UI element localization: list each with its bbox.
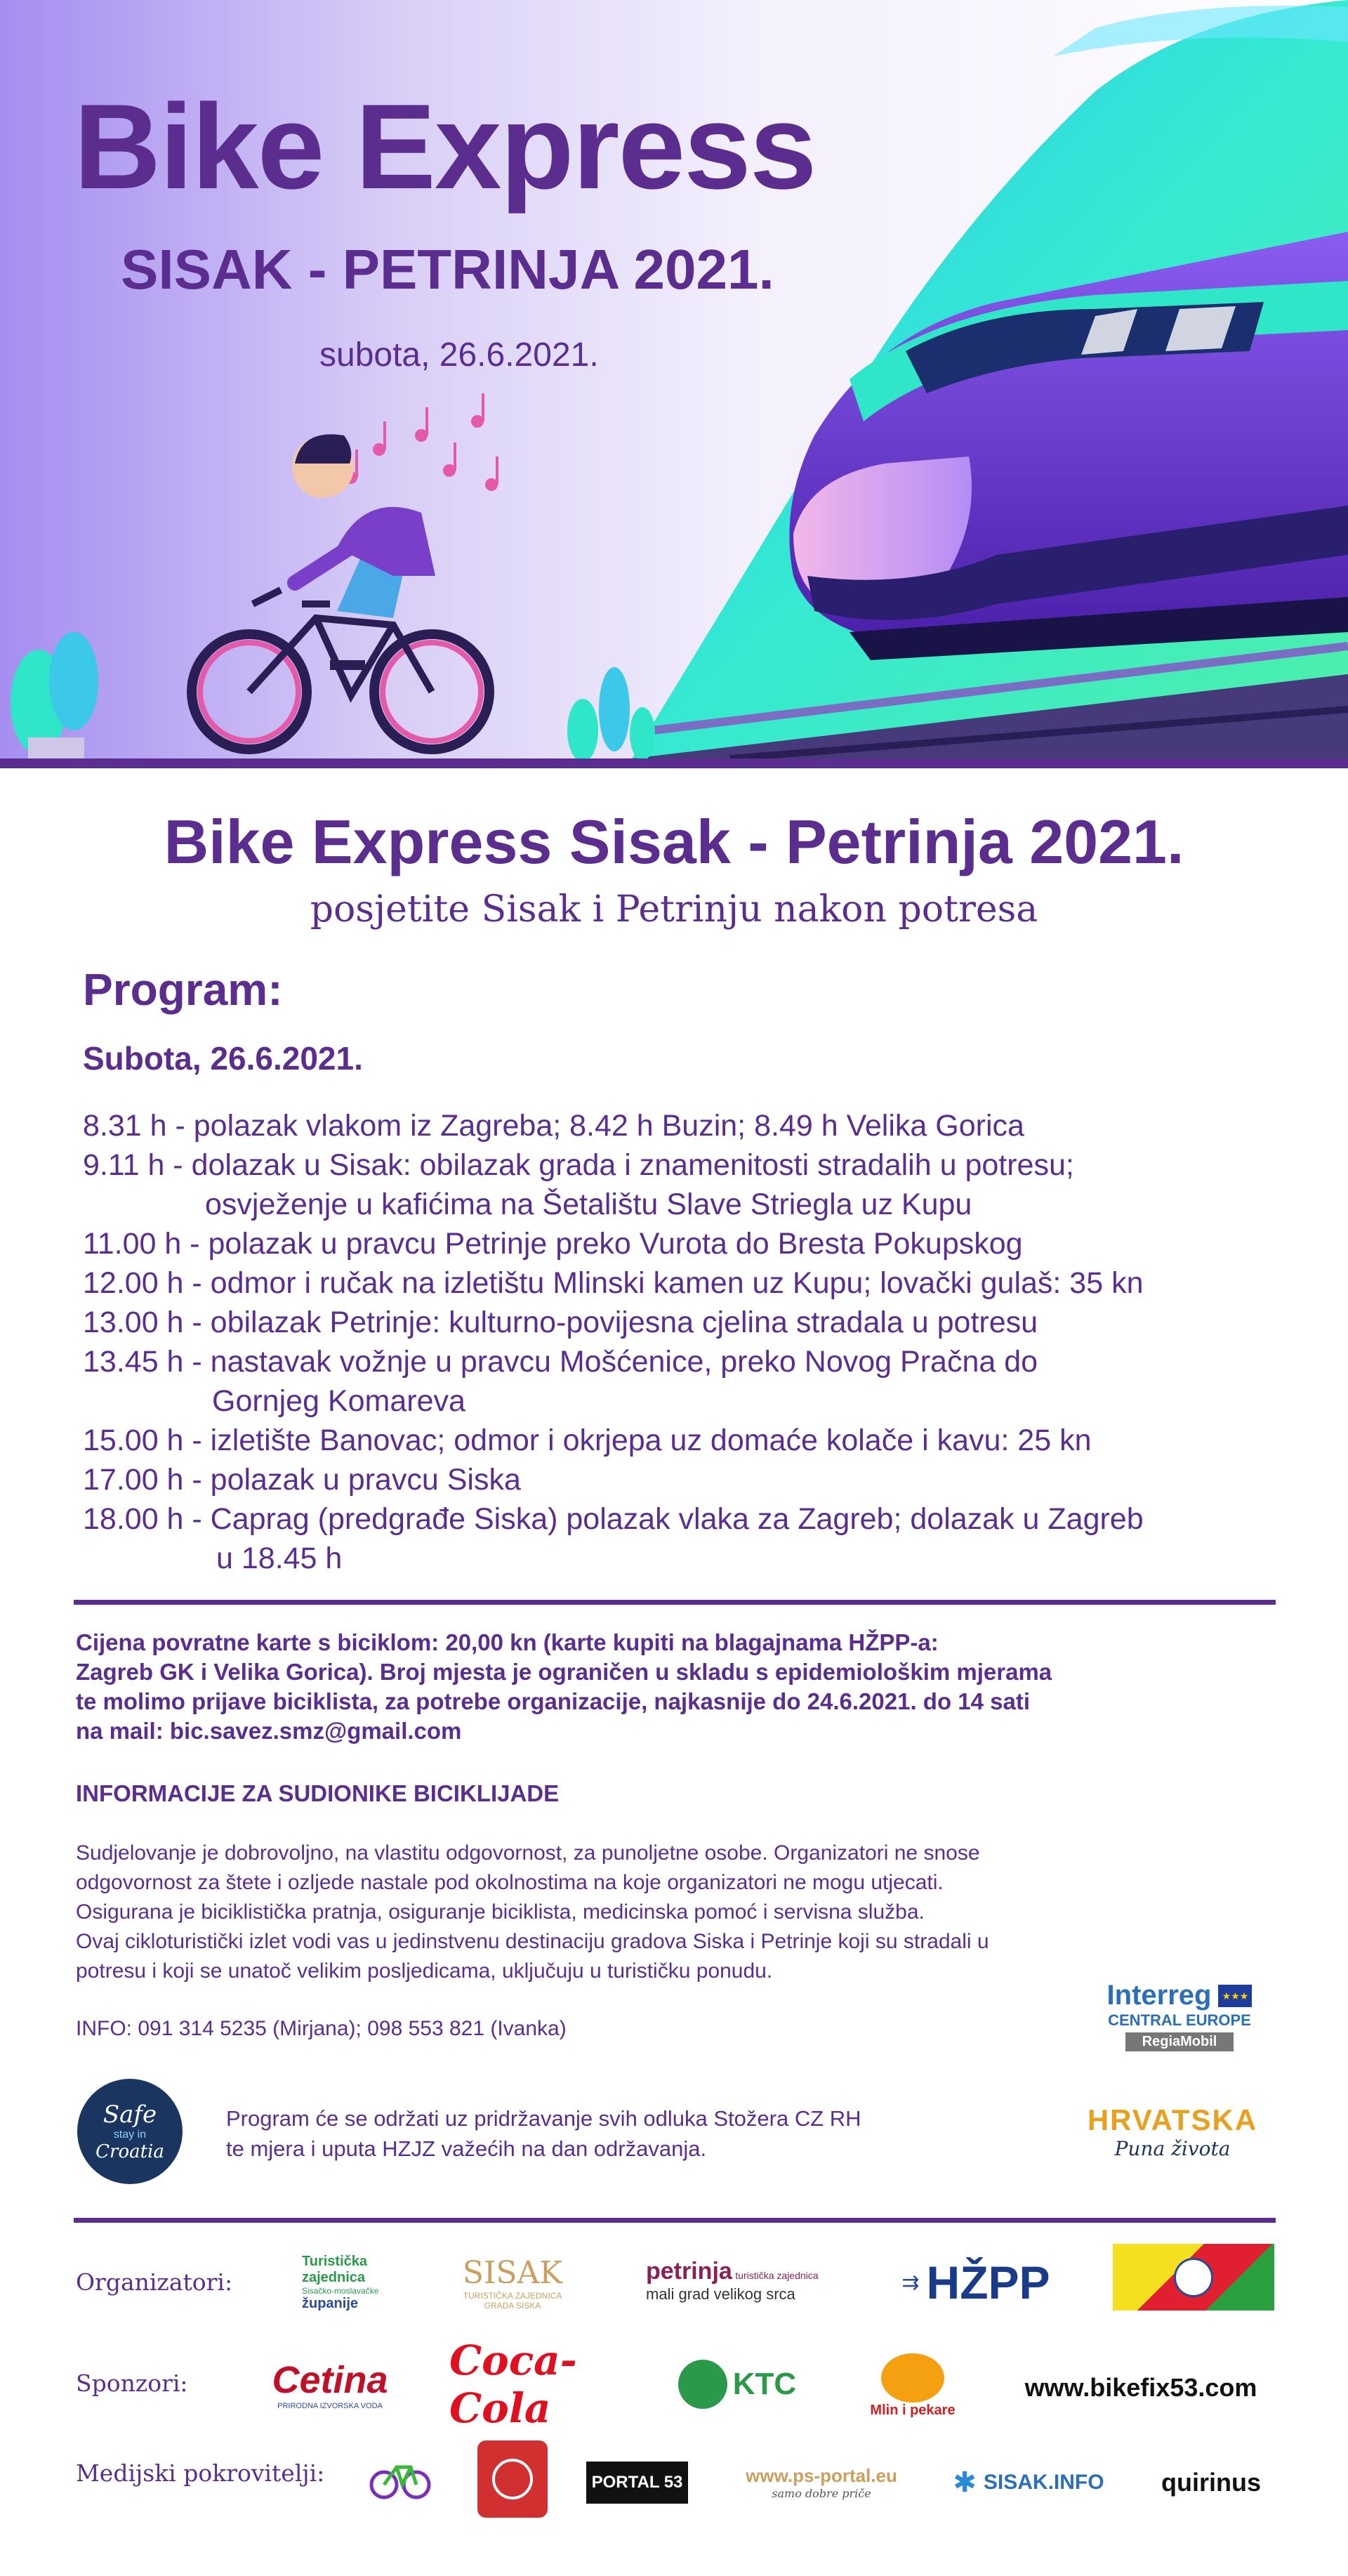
plant-right-icon (567, 667, 655, 758)
hzpp-symbol-icon: ⇉ (901, 2271, 920, 2294)
info-line: Sudjelovanje je dobrovoljno, na vlastitu odgovornost, za punoljetne osobe. Organizatori ne snose (76, 1841, 980, 1865)
tz-sisak-logo: SISAK TURISTIČKA ZAJEDNICA GRADA SISKA (462, 2254, 563, 2311)
schedule-item-continuation: u 18.45 h (216, 1542, 343, 1575)
schedule-item: 13.45 h - nastavak vožnje u pravcu Mošćenice, preko Novog Pračna do (83, 1345, 1038, 1379)
price-line: na mail: bic.savez.smz@gmail.com (76, 1718, 462, 1744)
event-tagline: posjetite Sisak i Petrinju nakon potresa (310, 888, 1038, 931)
plant-left-icon (11, 632, 98, 758)
radio-symbol-icon (492, 2459, 533, 2499)
tz-smz-logo: Turistička zajednica Sisačko-moslavačke županije (302, 2253, 379, 2311)
schedule-item: 18.00 h - Caprag (predgrađe Siska) polazak vlaka za Zagreb; dolazak u Zagreb (83, 1502, 1144, 1536)
runner-icon: ✱ (953, 2467, 977, 2498)
tz-petrinja-logo: petrinja turistička zajednica mali grad velikog srca (646, 2258, 819, 2303)
hero-divider (0, 758, 1348, 768)
schedule-item: 8.31 h - polazak vlakom iz Zagreba; 8.42 h Buzin; 8.49 h Velika Gorica (83, 1109, 1024, 1143)
schedule-item: 17.00 h - polazak u pravcu Siska (83, 1463, 521, 1497)
info-line: potresu i koji se unatoč velikim posljedicama, uključuju u turističku ponudu. (76, 1959, 773, 1983)
portal53-logo: PORTAL 53 (586, 2462, 688, 2504)
radio-logo (477, 2440, 548, 2518)
train-illustration (789, 232, 1348, 660)
hero-banner (0, 0, 1348, 758)
hero-subtitle: SISAK - PETRINJA 2021. (121, 238, 774, 301)
hero-date: subota, 26.6.2021. (319, 336, 599, 374)
hero-title: Bike Express (74, 79, 816, 214)
schedule-item: 12.00 h - odmor i ručak na izletištu Mlinski kamen uz Kupu; lovački gulaš: 35 kn (83, 1266, 1144, 1300)
price-info (76, 1628, 1283, 1746)
program-day: Subota, 26.6.2021. (83, 1040, 363, 1077)
info-body (76, 1839, 1283, 1986)
safe-stay-in-croatia-logo: Safe stay in Croatia (77, 2079, 183, 2184)
mlin-symbol-icon (881, 2353, 944, 2403)
price-line: Cijena povratne karte s biciklom: 20,00 kn (karte kupiti na blagajnama HŽPP-a: (76, 1629, 939, 1655)
media-label: Medijski pokrovitelji: (76, 2459, 325, 2487)
cyclist-illustration (192, 434, 489, 749)
hrvatska-logo: HRVATSKA Puna života (1087, 2103, 1258, 2160)
hzpp-logo: ⇉ HŽPP (901, 2256, 1050, 2308)
notice-line: te mjera i uputa HZJZ važećih na dan održavanja. (226, 2136, 707, 2161)
sisak-info-logo: ✱ SISAK.INFO (953, 2467, 1104, 2498)
ps-portal-logo: www.ps-portal.eu samo dobre priče (746, 2465, 897, 2500)
contact-info: INFO: 091 314 5235 (Mirjana); 098 553 821 (Ivanka) (76, 2017, 567, 2040)
price-line: Zagreb GK i Velika Gorica). Broj mjesta je ograničen u skladu s epidemiološkim mjerama (76, 1659, 1052, 1685)
price-line: te molimo prijave biciklista, za potrebe organizacije, najkasnije do 24.6.2021. do 14 sati (76, 1688, 1031, 1714)
program-heading: Program: (83, 964, 283, 1015)
cycling-association-logo (1113, 2244, 1274, 2311)
sponsors-label: Sponzori: (76, 2370, 188, 2397)
coca-cola-logo: Coca-Cola (449, 2337, 577, 2432)
eu-flag-icon: ★★★ (1218, 1985, 1252, 2007)
safety-notice (226, 2103, 998, 2164)
music-notes-icon (345, 393, 498, 491)
interreg-logo: Interreg ★★★ CENTRAL EUROPE RegiaMobil (1081, 1973, 1278, 2058)
schedule-item-continuation: Gornjeg Komareva (212, 1384, 465, 1418)
schedule-item: 11.00 h - polazak u pravcu Petrinje preko Vurota do Bresta Pokupskog (83, 1227, 1023, 1261)
schedule-item: 13.00 h - obilazak Petrinje: kulturno-povijesna cjelina stradala u potresu (83, 1306, 1038, 1339)
event-title: Bike Express Sisak - Petrinja 2021. (164, 807, 1184, 876)
ktc-logo: KTC (656, 2349, 818, 2419)
section-divider (74, 2218, 1276, 2223)
info-line: odgovornost za štete i ozljede nastale pod okolnostima na koje organizatori ne mogu utjecati. (76, 1871, 944, 1894)
notice-line: Program će se održati uz pridržavanje svih odluka Stožera CZ RH (226, 2106, 861, 2131)
schedule-item: 9.11 h - dolazak u Sisak: obilazak grada i znamenitosti stradalih u potresu; (83, 1148, 1074, 1182)
cetina-logo: Cetina PRIRODNA IZVORSKA VODA (272, 2359, 388, 2410)
info-heading: INFORMACIJE ZA SUDIONIKE BICIKLIJADE (76, 1780, 560, 1806)
info-line: Osigurana je biciklistička pratnja, osiguranje biciklista, medicinska pomoć i servisna služba. (76, 1900, 925, 1924)
mlin-i-pekare-logo: Mlin i pekare (857, 2346, 969, 2426)
schedule-list (83, 1106, 1290, 1578)
bicycle-icon (369, 2446, 432, 2509)
ktc-symbol-icon (678, 2360, 727, 2409)
bikefix53-logo: www.bikefix53.com (1024, 2373, 1257, 2402)
info-line: Ovaj cikloturistički izlet vodi vas u jedinstvenu destinaciju gradova Siska i Petrinje koji su stradali u (76, 1930, 989, 1953)
schedule-item-continuation: osvježenje u kafićima na Šetalištu Slave Striegla uz Kupu (205, 1188, 972, 1221)
quirinus-logo: quirinus (1161, 2468, 1261, 2497)
crest-icon (1174, 2258, 1213, 2297)
schedule-item: 15.00 h - izletište Banovac; odmor i okrjepa uz domaće kolače i kavu: 25 kn (83, 1424, 1092, 1457)
cycling-media-logo (365, 2443, 435, 2513)
organizers-label: Organizatori: (76, 2268, 233, 2296)
section-divider (74, 1600, 1276, 1605)
